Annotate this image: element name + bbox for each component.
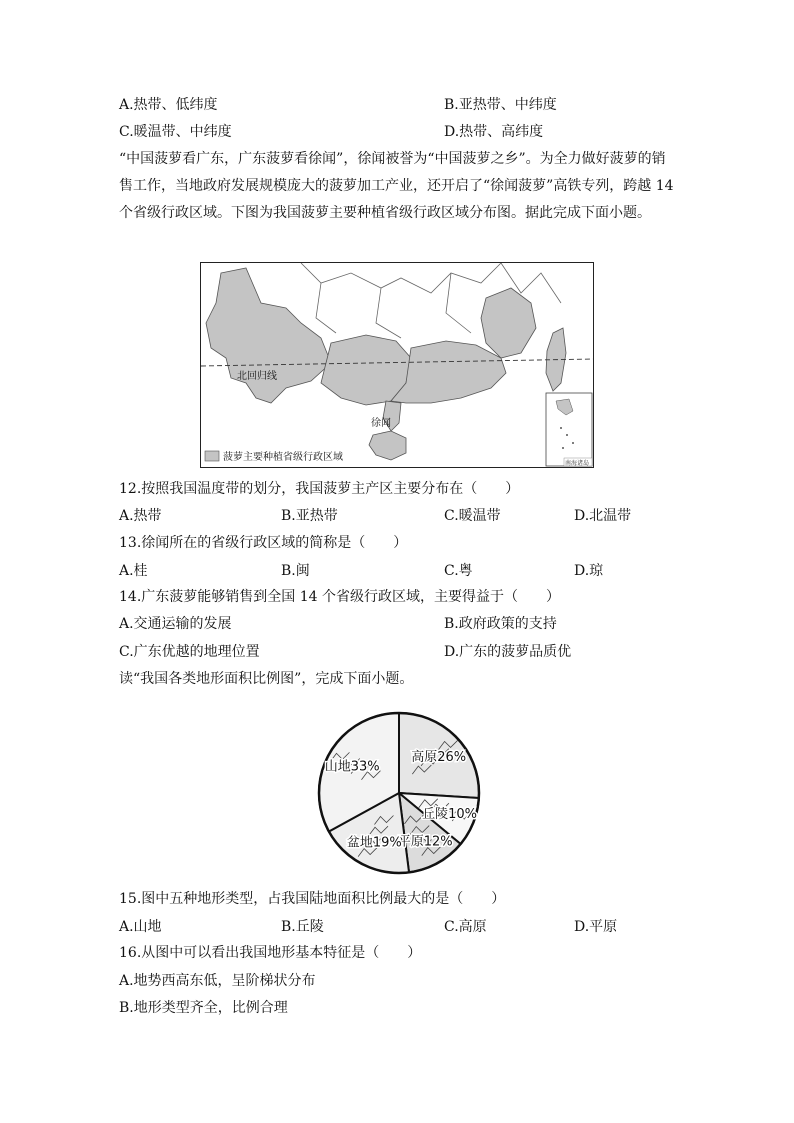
pie-label-basin: 盆地19% [346,835,402,851]
pie-label-mountain: 山地33% [324,759,380,775]
legend-label: 菠萝主要种植省级行政区域 [223,452,343,463]
q13-option-b: B.闽 [281,563,310,579]
q13-option-d: D.琼 [574,563,604,579]
q14-option-b: B.政府政策的支持 [444,616,557,632]
xuwen-label: 徐闻 [371,418,391,429]
pie-label-hill: 丘陵10% [422,807,478,823]
q16-stem: 16.从图中可以看出我国地形基本特征是（ ） [119,945,422,961]
q16-option-b: B.地形类型齐全，比例合理 [119,1000,288,1016]
q14-option-a: A.交通运输的发展 [119,616,232,632]
read-prompt: 读“我国各类地形面积比例图”，完成下面小题。 [119,671,414,687]
q13-option-c: C.粤 [444,563,473,579]
q12-option-d: D.北温带 [574,508,632,524]
q11-option-d: D.热带、高纬度 [444,124,544,140]
q13-option-a: A.桂 [119,563,148,579]
q14-option-d: D.广东的菠萝品质优 [444,644,572,660]
q16-option-a: A.地势西高东低，呈阶梯状分布 [119,973,316,989]
legend-swatch [205,451,219,461]
q12-stem: 12.按照我国温度带的划分，我国菠萝主产区主要分布在（ ） [119,481,520,497]
terrain-area-pie-chart [304,708,494,878]
q13-stem: 13.徐闻所在的省级行政区域的简称是（ ） [119,535,408,551]
q12-option-a: A.热带 [119,508,162,524]
q15-option-c: C.高原 [444,919,487,935]
q12-option-b: B.亚热带 [281,508,338,524]
pie-label-plain: 平原12% [397,834,453,850]
q15-option-d: D.平原 [574,919,618,935]
pineapple-distribution-map [200,262,594,468]
tropic-of-cancer-label: 北回归线 [237,371,277,382]
q11-option-c: C.暖温带、中纬度 [119,124,232,140]
q15-option-b: B.丘陵 [281,919,324,935]
reading-passage: “中国菠萝看广东，广东菠萝看徐闻”，徐闻被誉为“中国菠萝之乡”。为全力做好菠萝的销售工作，当地政府发展规模庞大的菠萝加工产业，还开启了“徐闻菠萝”高铁专列，跨越 14 个省级行政区域。下图为我国菠萝主要种植省级行政区域分布图。据此完成下面小题。 [119,151,674,221]
q11-option-b: B.亚热带、中纬度 [444,97,557,113]
pie-label-plateau: 高原26% [411,749,467,765]
q11-option-a: A.热带、低纬度 [119,97,218,113]
q12-option-c: C.暖温带 [444,508,501,524]
q15-option-a: A.山地 [119,919,162,935]
q15-stem: 15.图中五种地形类型，占我国陆地面积比例最大的是（ ） [119,891,506,907]
q14-option-c: C.广东优越的地理位置 [119,644,260,660]
inset-label: 南海诸岛 [565,460,590,467]
q14-stem: 14.广东菠萝能够销售到全国 14 个省级行政区域，主要得益于（ ） [119,589,560,605]
